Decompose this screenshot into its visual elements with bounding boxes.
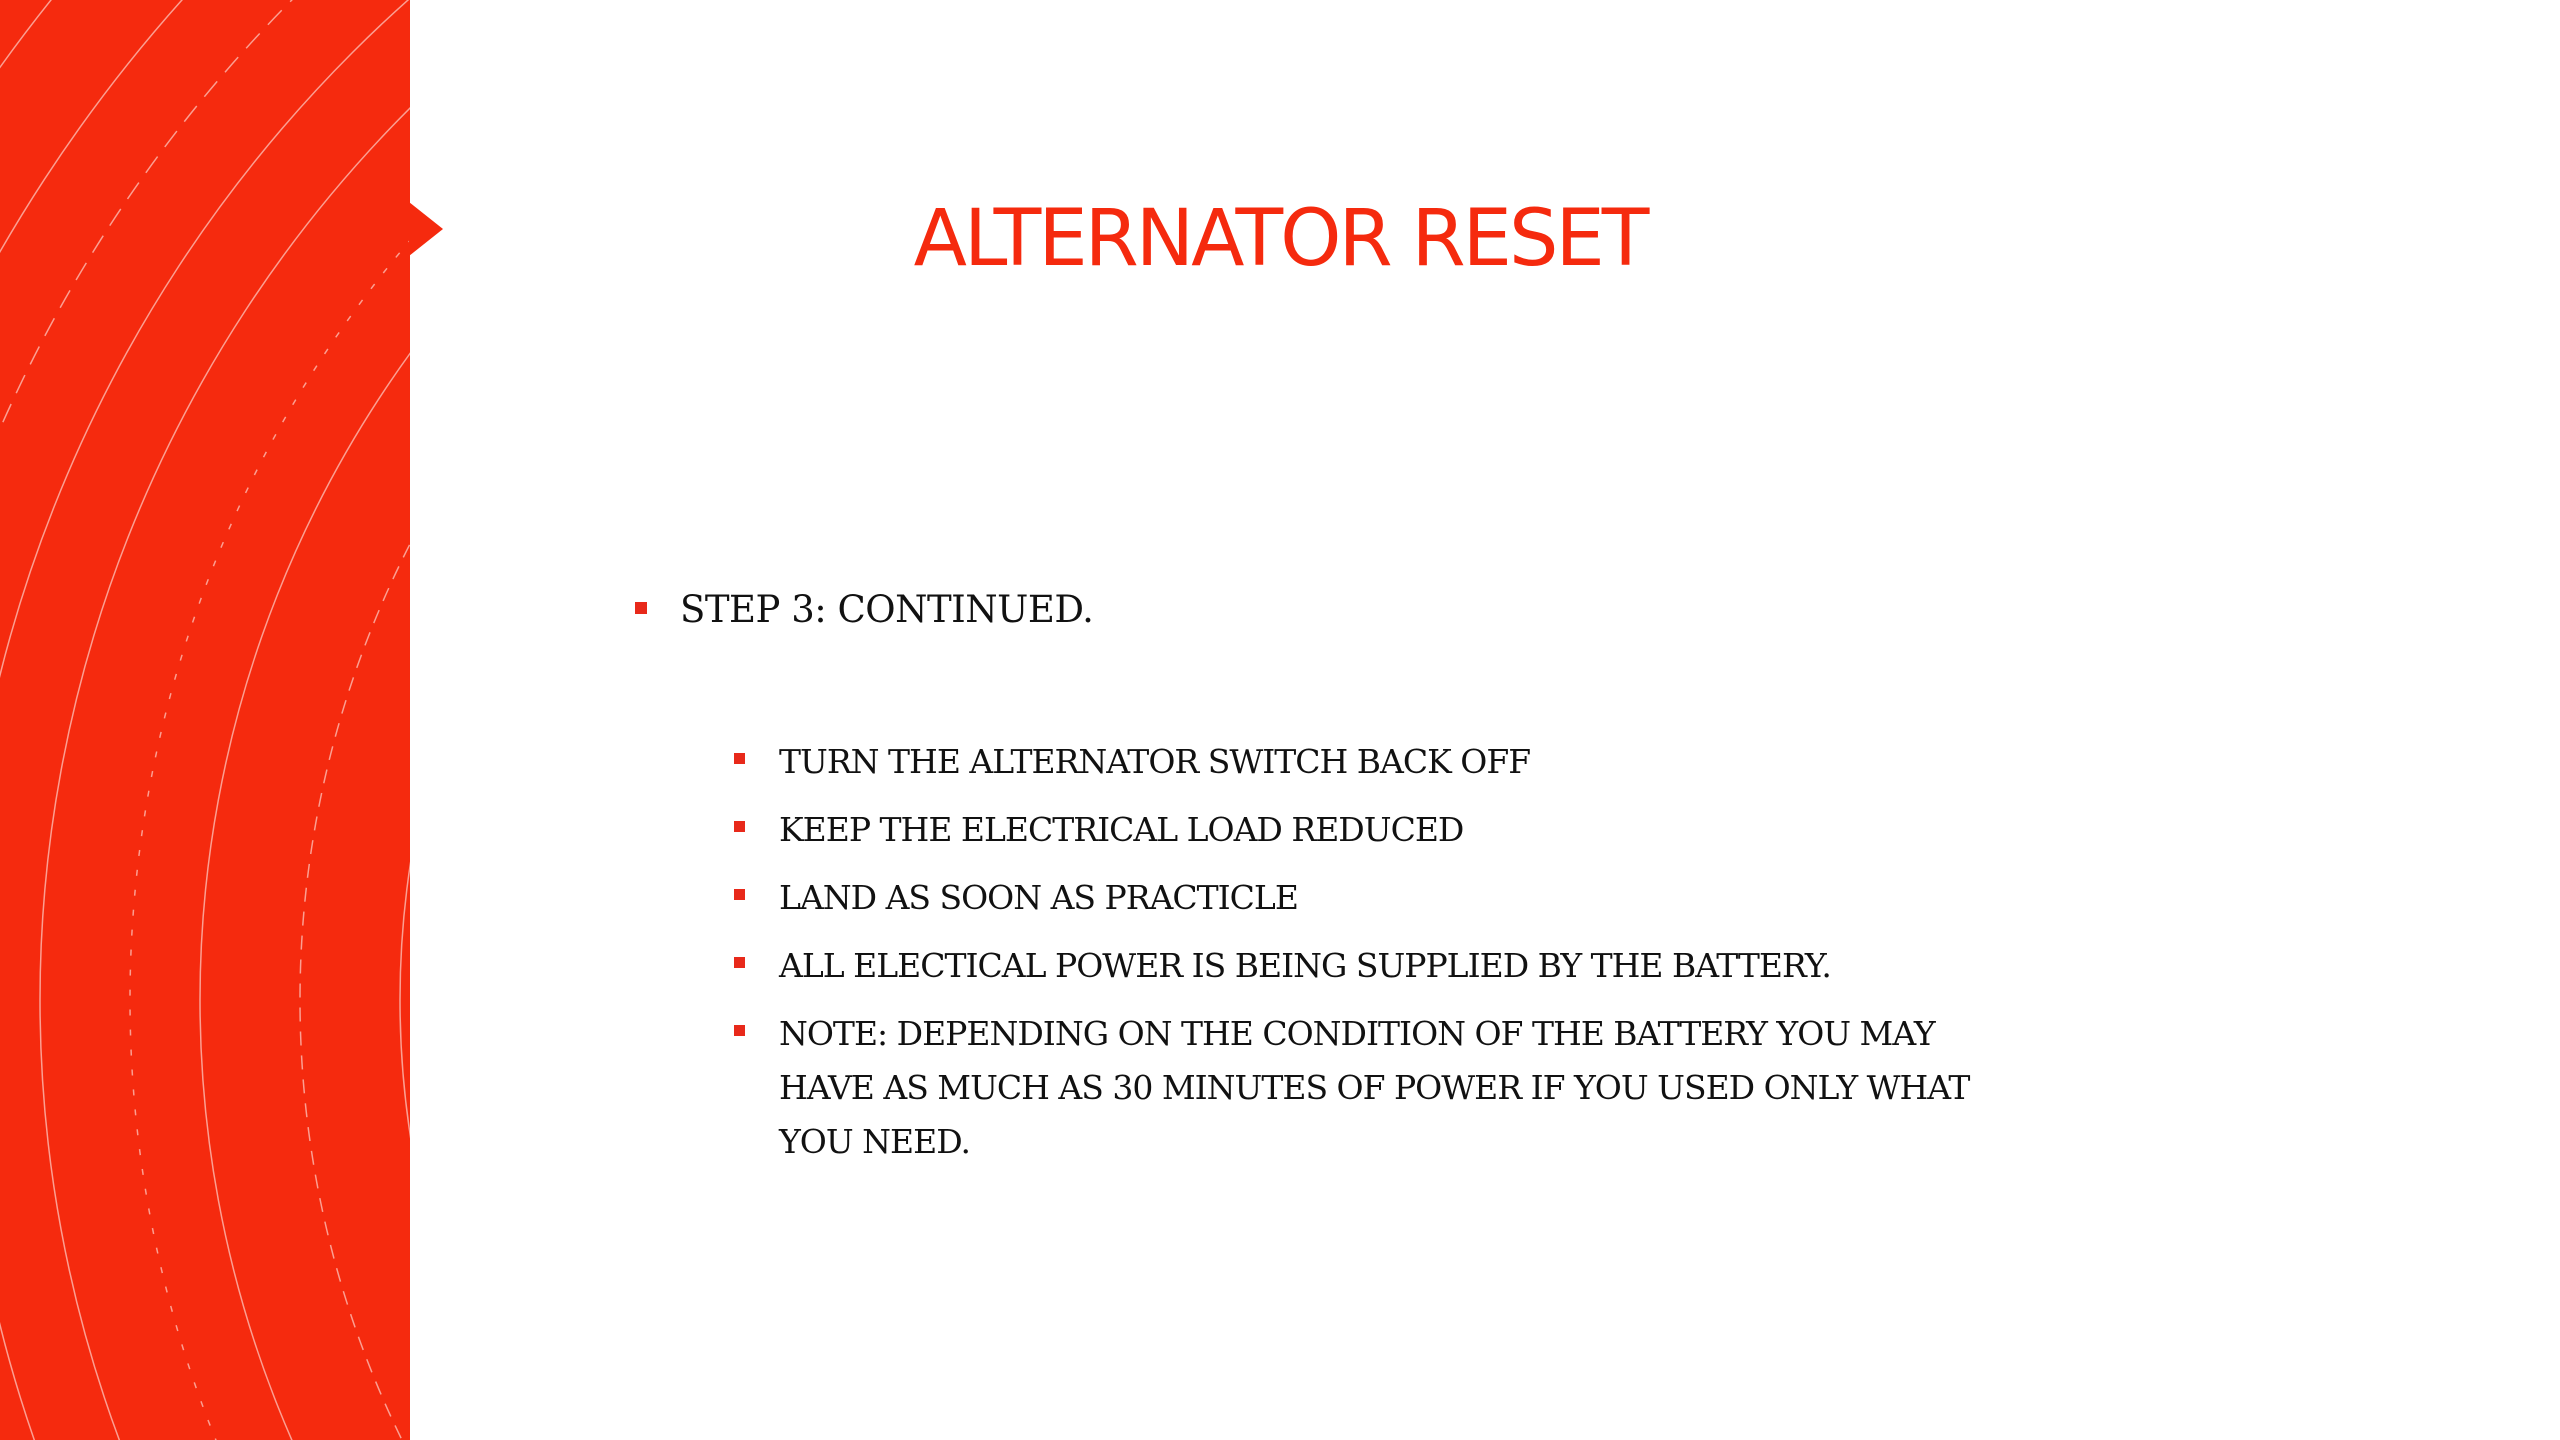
decorative-side-panel xyxy=(0,0,410,1440)
square-bullet-icon xyxy=(734,889,745,900)
list-item xyxy=(730,1007,1979,1169)
slide-body xyxy=(630,585,1980,1183)
list-item-text: NOTE: DEPENDING ON THE CONDITION OF THE BATTERY YOU MAY HAVE AS MUCH AS 30 MINUTES OF POWER IF YOU USED ONLY WHAT YOU NEED. xyxy=(779,1014,1970,1161)
square-bullet-icon xyxy=(734,753,745,764)
square-bullet-icon xyxy=(734,821,745,832)
list-item xyxy=(730,735,1979,789)
panel-pointer-triangle xyxy=(409,202,443,256)
list-item xyxy=(730,803,1979,857)
list-item xyxy=(730,871,1979,925)
list-item xyxy=(730,939,1979,993)
list-item-text: LAND AS SOON AS PRACTICLE xyxy=(779,878,1298,917)
step-heading xyxy=(630,585,1980,635)
square-bullet-icon xyxy=(734,957,745,968)
list-item-text: KEEP THE ELECTRICAL LOAD REDUCED xyxy=(779,810,1464,849)
step-heading-text: STEP 3: CONTINUED. xyxy=(680,588,1094,631)
square-bullet-icon xyxy=(635,602,647,614)
list-item-text: TURN THE ALTERNATOR SWITCH BACK OFF xyxy=(779,742,1531,781)
list-item-text: ALL ELECTICAL POWER IS BEING SUPPLIED BY THE BATTERY. xyxy=(779,946,1831,985)
sub-bullet-list xyxy=(730,735,1980,1169)
decorative-arcs xyxy=(0,0,410,1440)
square-bullet-icon xyxy=(734,1025,745,1036)
slide-title: ALTERNATOR RESET xyxy=(913,194,1647,284)
